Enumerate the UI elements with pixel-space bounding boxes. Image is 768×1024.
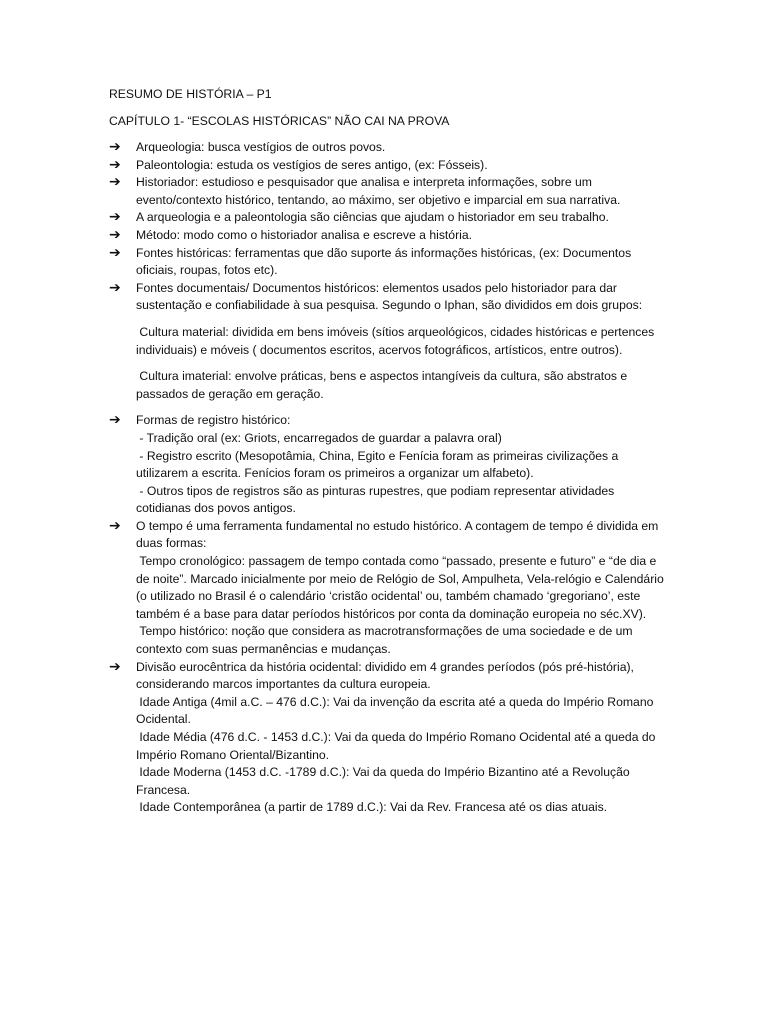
right-arrow-icon: ➔ (109, 226, 121, 243)
right-arrow-icon: ➔ (109, 658, 121, 675)
list-item (109, 412, 669, 430)
right-arrow-icon: ➔ (109, 209, 121, 226)
right-arrow-icon: ➔ (109, 156, 121, 173)
spacer (109, 403, 669, 412)
list-item (109, 227, 669, 245)
spacer (109, 359, 669, 368)
sub-line: Idade Média (476 d.C. - 1453 d.C.): Vai da queda do Império Romano Ocidental até a queda do Império Romano Oriental/Bizantino. (136, 730, 659, 762)
sub-line: Idade Contemporânea (a partir de 1789 d.C.): Vai da Rev. Francesa até os dias atuais. (136, 800, 608, 815)
list-item-text: Arqueologia: busca vestígios de outros povos. (136, 140, 386, 154)
list-item (109, 659, 669, 694)
list-item (109, 245, 669, 280)
list-item-text: Fontes históricas: ferramentas que dão suporte ás informações históricas, (ex: Documentos oficiais, roupas, fotos etc). (136, 245, 632, 278)
list-item-text: Historiador: estudioso e pesquisador que analisa e interpreta informações, sobre um evento/contexto histórico, tentando, ao máximo, ser objetivo e imparcial em sua narrativa. (136, 175, 621, 207)
bullet-list (109, 139, 669, 817)
right-arrow-icon: ➔ (109, 279, 121, 296)
list-item-text: A arqueologia e a paleontologia são ciências que ajudam o historiador em seu trabalho. (136, 210, 609, 225)
list-item (109, 157, 669, 175)
sub-line: Tempo histórico: noção que considera as macrotransformações de uma sociedade e de um contexto com suas permanências e mudanças. (136, 624, 636, 657)
list-item-text: Método: modo como o historiador analisa e escreve a história. (136, 227, 473, 242)
spacer (109, 315, 669, 324)
right-arrow-icon: ➔ (109, 517, 121, 534)
list-item (109, 209, 669, 227)
list-item (109, 280, 669, 315)
right-arrow-icon: ➔ (109, 174, 121, 191)
right-arrow-icon: ➔ (109, 412, 121, 429)
sub-line: Tempo cronológico: passagem de tempo contada como “passado, presente e futuro” e “de dia e de noite”. Marcado inicialmente por meio de Relógio de Sol, Ampulheta, Vela-relógio e Calendário (o utilizado no Brasil é o calendário ‘cristão ocidental’ ou, também chamado ‘gregoriano’, este também é a base para datar períodos históricos por conta da dominação europeia no séc.XV). (136, 554, 668, 621)
list-item (109, 518, 669, 553)
right-arrow-icon: ➔ (109, 139, 121, 155)
sub-paragraph: Cultura imaterial: envolve práticas, bens e aspectos intangíveis da cultura, são abstratos e passados de geração em geração. (136, 369, 631, 401)
document-title: RESUMO DE HISTÓRIA – P1 (109, 87, 272, 101)
sub-paragraph: Cultura material: dividida em bens imóveis (sítios arqueológicos, cidades históricas e pertences individuais) e móveis ( documentos escritos, acervos fotográficos, artísticos, entre outros). (136, 324, 658, 357)
right-arrow-icon: ➔ (109, 244, 121, 261)
sub-line: Idade Antiga (4mil a.C. – 476 d.C.): Vai da invenção da escrita até a queda do Império Romano Ocidental. (136, 694, 657, 727)
chapter-heading: CAPÍTULO 1- “ESCOLAS HISTÓRICAS” NÃO CAI NA PROVA (109, 114, 450, 128)
list-item-text: Fontes documentais/ Documentos históricos: elementos usados pelo historiador para dar sustentação e confiabilidade à sua pesquisa. Segundo o Iphan, são divididos em dois grupos: (136, 280, 643, 313)
sub-line: - Registro escrito (Mesopotâmia, China, Egito e Fenícia foram as primeiras civilizações a utilizarem a escrita. Fenícios foram os primeiros a organizar um alfabeto). (136, 448, 622, 481)
list-item (109, 174, 669, 209)
list-item-text: Formas de registro histórico: (136, 413, 291, 428)
list-item (109, 139, 669, 157)
sub-line: - Tradição oral (ex: Griots, encarregados de guardar a palavra oral) (136, 430, 502, 445)
list-item-text: O tempo é uma ferramenta fundamental no estudo histórico. A contagem de tempo é dividida em duas formas: (136, 518, 659, 551)
list-item-text: Paleontologia: estuda os vestígios de seres antigo, (ex: Fósseis). (136, 157, 488, 172)
list-item-text: Divisão eurocêntrica da história ocidental: dividido em 4 grandes períodos (pós pré-história), considerando marcos importantes da cultura europeia. (136, 659, 634, 692)
sub-line: Idade Moderna (1453 d.C. -1789 d.C.): Vai da queda do Império Bizantino até a Revolução Francesa. (136, 765, 634, 797)
sub-line: - Outros tipos de registros são as pinturas rupestres, que podiam representar atividades cotidianas dos povos antigos. (136, 483, 618, 516)
